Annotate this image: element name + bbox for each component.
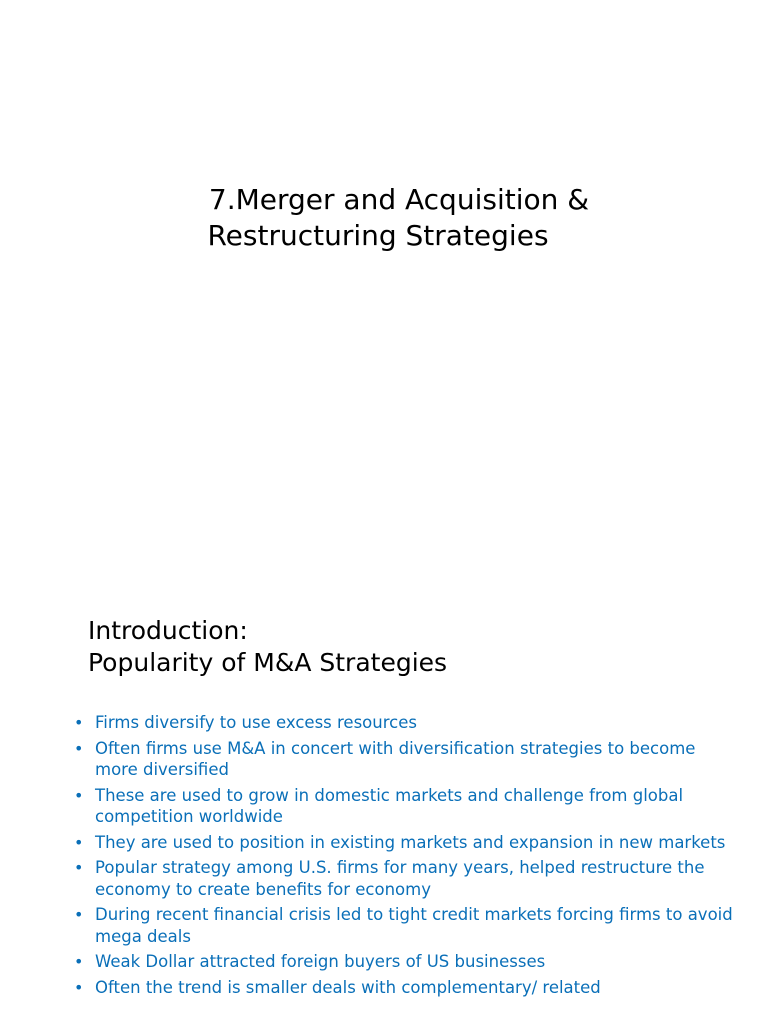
list-item xyxy=(74,857,734,900)
bullet-list xyxy=(74,712,734,1002)
section-heading-line-2: Popularity of M&A Strategies xyxy=(88,648,448,677)
bullet-icon: • xyxy=(74,952,84,971)
section-heading-line-1: Introduction: xyxy=(88,616,248,645)
bullet-icon: • xyxy=(74,738,84,758)
list-item-text: Firms diversify to use excess resources xyxy=(95,713,417,732)
list-item xyxy=(74,712,734,734)
slide-title-line-1: 7.Merger and Acquisition & xyxy=(208,183,590,216)
list-item-text: They are used to position in existing markets and expansion in new markets xyxy=(95,832,726,852)
list-item-text: These are used to grow in domestic markets and challenge from global competition worldwide xyxy=(95,785,684,826)
bullet-icon: • xyxy=(74,858,84,877)
bullet-icon: • xyxy=(74,832,84,852)
list-item xyxy=(74,738,734,781)
list-item-text: Weak Dollar attracted foreign buyers of US businesses xyxy=(95,952,546,971)
bullet-icon: • xyxy=(74,785,84,805)
list-item xyxy=(74,977,734,999)
list-item xyxy=(74,785,734,828)
bullet-icon: • xyxy=(74,977,84,997)
list-item xyxy=(74,951,734,973)
slide-title-line-2: Restructuring Strategies xyxy=(207,219,549,252)
list-item-text: During recent financial crisis led to tight credit markets forcing firms to avoid mega deals xyxy=(95,905,733,946)
list-item xyxy=(74,904,734,947)
list-item-text: Often firms use M&A in concert with diversification strategies to become more diversified xyxy=(95,738,696,779)
section-heading xyxy=(88,615,447,679)
list-item-text: Popular strategy among U.S. firms for many years, helped restructure the economy to create benefits for economy xyxy=(95,858,705,899)
slide-title xyxy=(0,182,768,254)
list-item xyxy=(74,832,734,854)
bullet-icon: • xyxy=(74,905,84,924)
list-item-text: Often the trend is smaller deals with complementary/ related xyxy=(95,977,601,997)
bullet-icon: • xyxy=(74,713,84,732)
